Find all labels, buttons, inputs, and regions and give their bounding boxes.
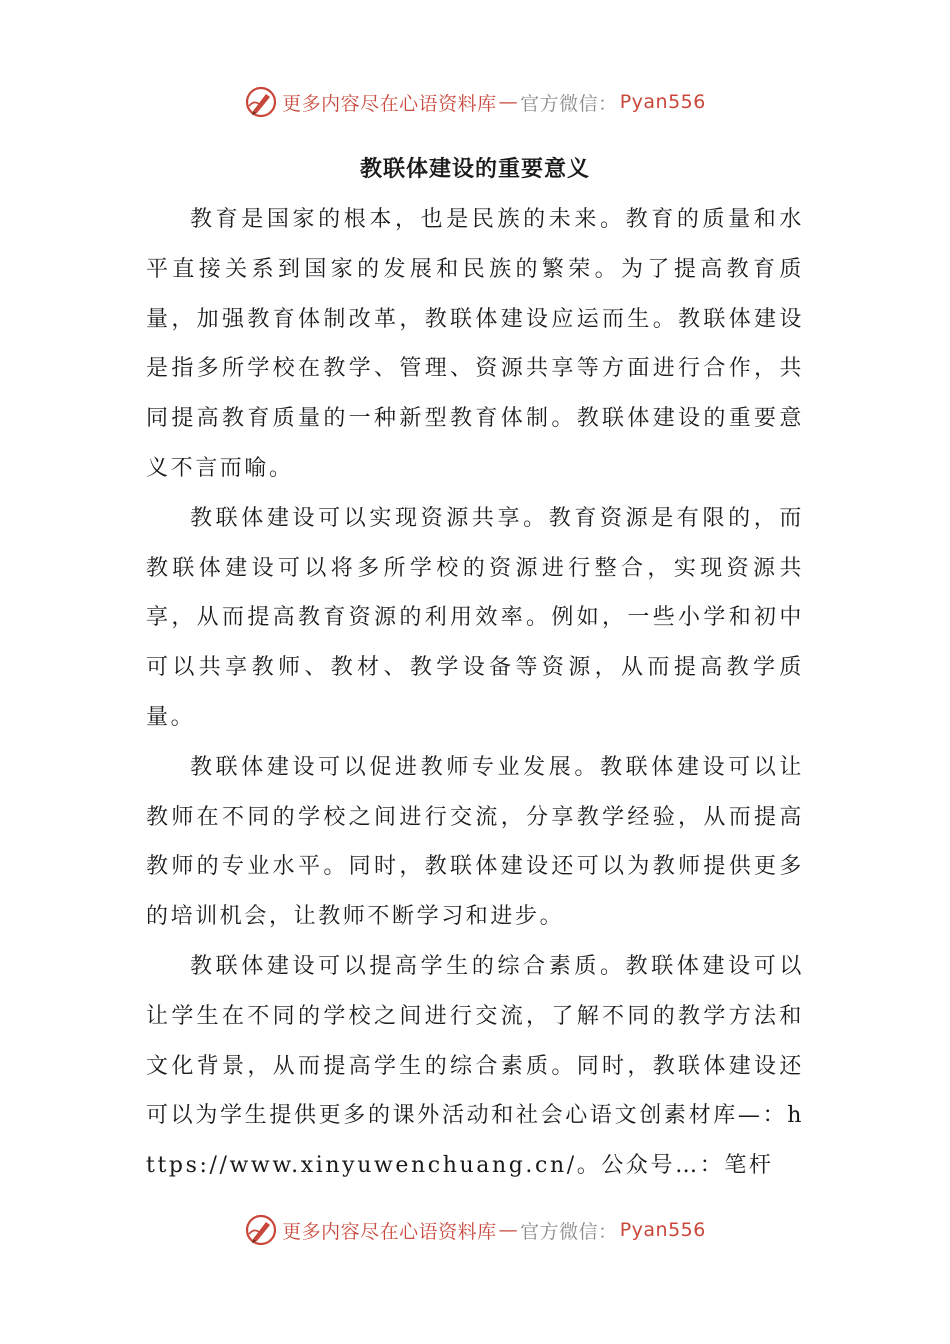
header-wechat-id: Pyan556 xyxy=(619,91,706,113)
pen-logo-icon xyxy=(244,85,278,119)
paragraph-4: 教联体建设可以提高学生的综合素质。教联体建设可以让学生在不同的学校之间进行交流，了解不同的教学方法和文化背景，从而提高学生的综合素质。同时，教联体建设还可以为学生提供更多的课外活动和社会心语文创素材库—：https://www.xinyuwenchuang.cn/。公众号…：笔杆 xyxy=(146,953,804,1179)
document-title: 教联体建设的重要意义 xyxy=(359,156,590,182)
header-official-label: 官方微信： xyxy=(520,92,618,115)
footer-dash: — xyxy=(498,1219,519,1241)
footer-brand-text: 更多内容尽在心语资料库 xyxy=(282,1220,497,1243)
header-banner xyxy=(244,85,706,119)
header-dash: — xyxy=(498,91,519,113)
footer-wechat-id: Pyan556 xyxy=(619,1219,706,1241)
page-header xyxy=(0,82,950,122)
paragraph-1: 教育是国家的根本，也是民族的未来。教育的质量和水平直接关系到国家的发展和民族的繁荣。为了提高教育质量，加强教育体制改革，教联体建设应运而生。教联体建设是指多所学校在教学、管理、资源共享等方面进行合作，共同提高教育质量的一种新型教育体制。教联体建设的重要意义不言而喻。 xyxy=(146,207,804,481)
header-brand-text: 更多内容尽在心语资料库 xyxy=(282,92,497,115)
page-footer xyxy=(0,1210,950,1250)
paragraph-2: 教联体建设可以实现资源共享。教育资源是有限的，而教联体建设可以将多所学校的资源进行整合，实现资源共享，从而提高教育资源的利用效率。例如，一些小学和初中可以共享教师、教材、教学设备等资源，从而提高教学质量。 xyxy=(146,505,804,730)
footer-official-label: 官方微信： xyxy=(520,1220,618,1243)
paragraph-3: 教联体建设可以促进教师专业发展。教联体建设可以让教师在不同的学校之间进行交流，分享教学经验，从而提高教师的专业水平。同时，教联体建设还可以为教师提供更多的培训机会，让教师不断学习和进步。 xyxy=(146,754,804,930)
pen-logo-icon xyxy=(244,1213,278,1247)
footer-banner xyxy=(244,1213,706,1247)
document-body xyxy=(146,195,804,1191)
